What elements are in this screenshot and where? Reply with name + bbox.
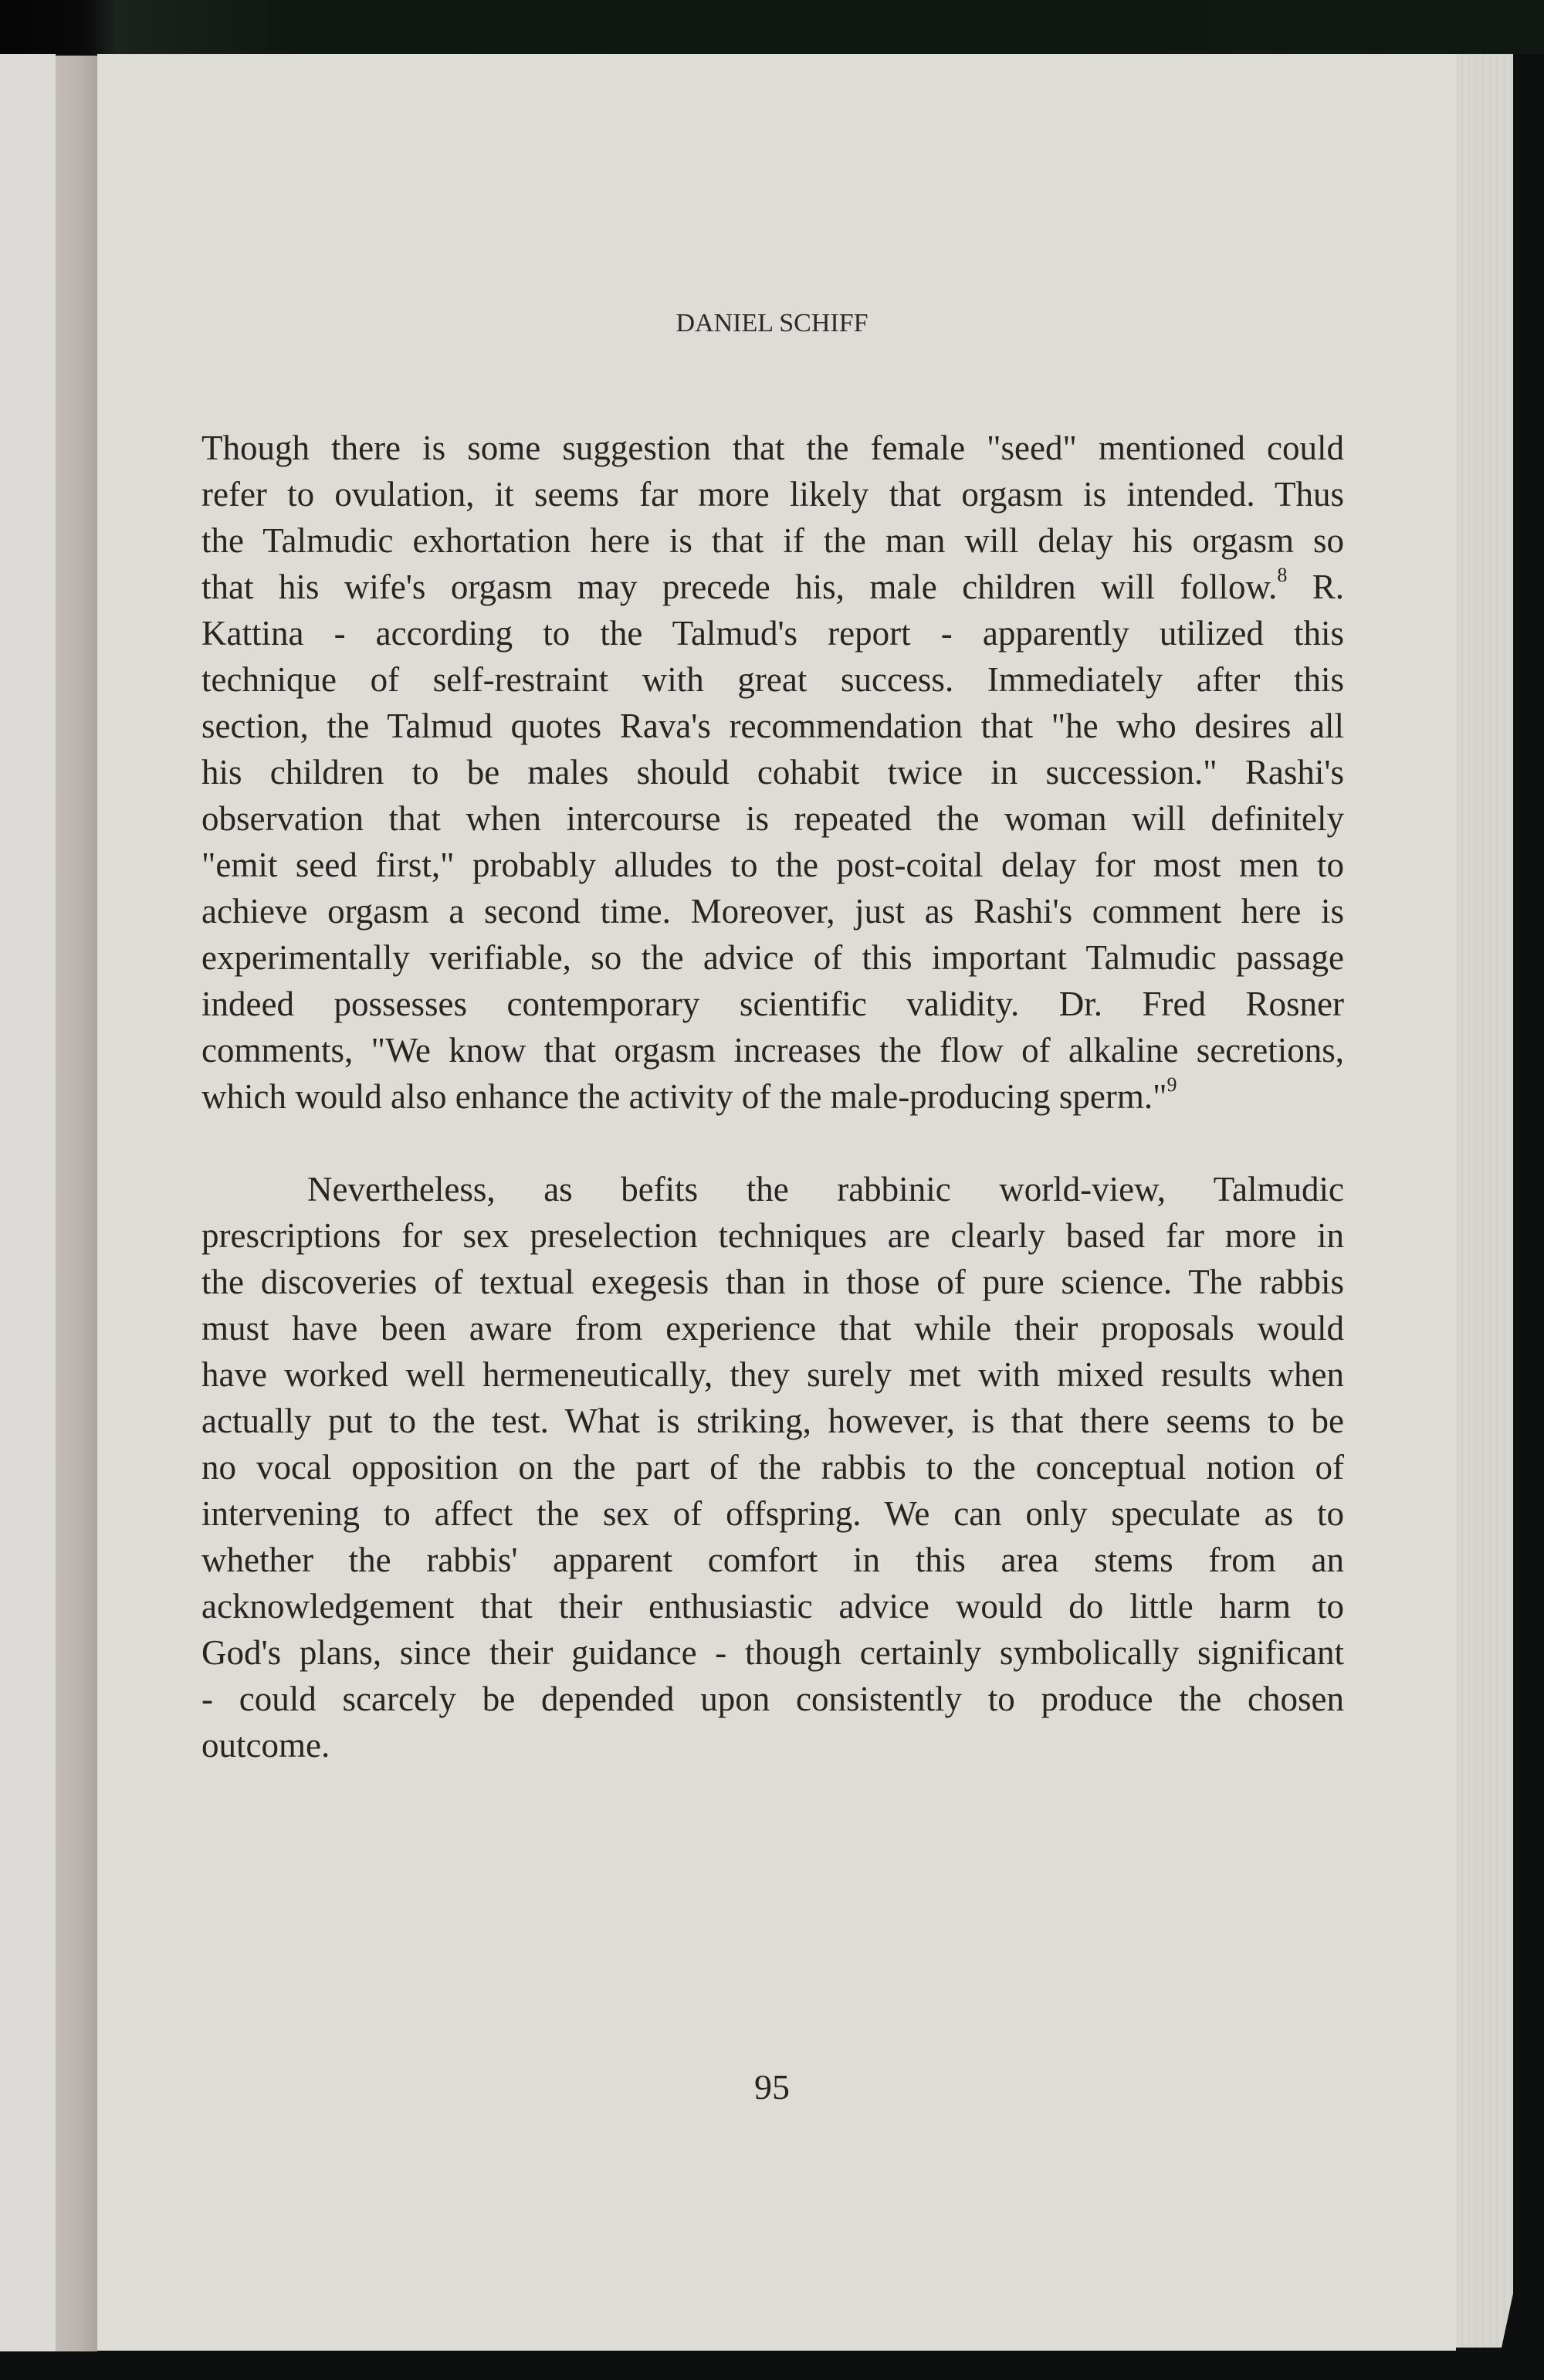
line-text: that his wife's orgasm may precede his, male children will follow.: [201, 568, 1278, 606]
page-number: 95: [754, 2067, 790, 2107]
text-line: achieve orgasm a second time. Moreover, just as Rashi's comment here is: [201, 892, 1344, 931]
text-line: his children to be males should cohabit twice in succession." Rashi's: [201, 753, 1344, 792]
text-line: outcome.: [201, 1726, 330, 1765]
text-line: section, the Talmud quotes Rava's recommendation that "he who desires all: [201, 707, 1344, 745]
text-line: refer to ovulation, it seems far more likely that orgasm is intended. Thus: [201, 475, 1344, 514]
text-line: indeed possesses contemporary scientific validity. Dr. Fred Rosner: [201, 985, 1344, 1023]
text-line: comments, "We know that orgasm increases the flow of alkaline secretions,: [201, 1031, 1344, 1070]
text-line: whether the rabbis' apparent comfort in this area stems from an: [201, 1541, 1344, 1579]
text-line: acknowledgement that their enthusiastic advice would do little harm to: [201, 1587, 1344, 1626]
text-line: the Talmudic exhortation here is that if the man will delay his orgasm so: [201, 521, 1344, 560]
text-line: "emit seed first," probably alludes to the post-coital delay for most men to: [201, 846, 1344, 884]
text-line: - could scarcely be depended upon consistently to produce the chosen: [201, 1680, 1344, 1718]
line-text: which would also enhance the activity of the male-producing sperm.": [201, 1077, 1167, 1116]
text-line: [201, 564, 1344, 610]
text-line: Nevertheless, as befits the rabbinic world-view, Talmudic: [307, 1170, 1344, 1209]
text-line: Kattina - according to the Talmud's report - apparently utilized this: [201, 614, 1344, 653]
text-line: must have been aware from experience that while their proposals would: [201, 1309, 1344, 1348]
text-line: the discoveries of textual exegesis than in those of pure science. The rabbis: [201, 1263, 1344, 1301]
book-gutter-shadow: [56, 56, 97, 2351]
footnote-marker[interactable]: 9: [1166, 1073, 1177, 1096]
line-text-continued: R.: [1312, 568, 1345, 606]
running-header: DANIEL SCHIFF: [676, 309, 868, 337]
text-line: Though there is some suggestion that the female "seed" mentioned could: [201, 429, 1344, 467]
scanner-background-top: [0, 0, 1544, 54]
text-line: God's plans, since their guidance - though certainly symbolically significant: [201, 1633, 1344, 1672]
text-line: prescriptions for sex preselection techniques are clearly based far more in: [201, 1216, 1344, 1255]
text-line: intervening to affect the sex of offspring. We can only speculate as to: [201, 1494, 1344, 1533]
text-line: experimentally verifiable, so the advice of this important Talmudic passage: [201, 938, 1344, 977]
text-line: observation that when intercourse is repeated the woman will definitely: [201, 799, 1344, 838]
text-line: have worked well hermeneutically, they surely met with mixed results when: [201, 1355, 1344, 1394]
text-line: [201, 1073, 1344, 1120]
text-line: no vocal opposition on the part of the rabbis to the conceptual notion of: [201, 1448, 1344, 1487]
text-line: actually put to the test. What is striking, however, is that there seems to be: [201, 1402, 1344, 1440]
text-line: technique of self-restraint with great success. Immediately after this: [201, 660, 1344, 699]
footnote-marker[interactable]: 8: [1277, 564, 1288, 586]
facing-page-edge: [0, 54, 56, 2351]
